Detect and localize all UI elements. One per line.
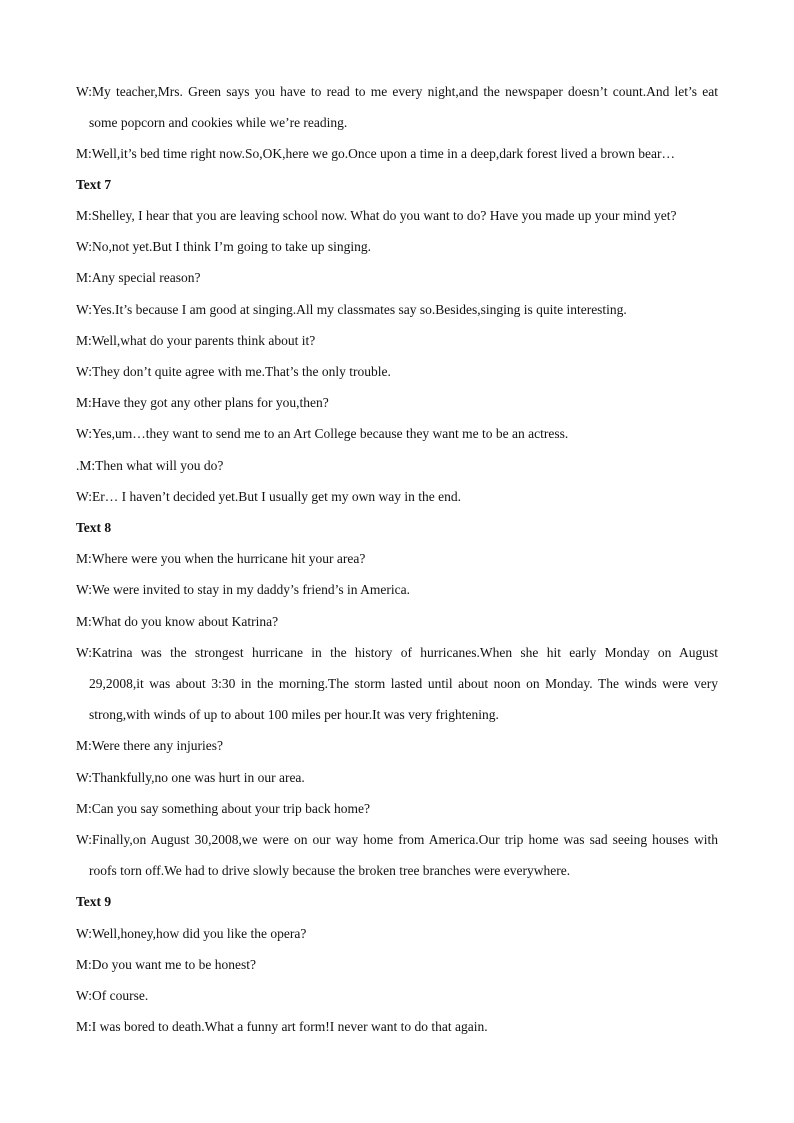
dialogue-line: W:Thankfully,no one was hurt in our area. [76, 770, 305, 785]
dialogue-line: W:Well,honey,how did you like the opera? [76, 926, 307, 941]
dialogue-line: W:We were invited to stay in my daddy’s friend’s in America. [76, 582, 410, 597]
dialogue-line: M:What do you know about Katrina? [76, 614, 279, 629]
dialogue-line: M:Where were you when the hurricane hit your area? [76, 551, 366, 566]
dialogue-line: M:Have they got any other plans for you,then? [76, 395, 329, 410]
dialogue-line-continuation: strong,with winds of up to about 100 miles per hour.It was very frightening. [89, 707, 499, 722]
dialogue-line: M:Do you want me to be honest? [76, 957, 256, 972]
dialogue-line: M:Any special reason? [76, 270, 201, 285]
section-heading-text-8: Text 8 [76, 520, 112, 535]
dialogue-line-continuation: roofs torn off.We had to drive slowly because the broken tree branches were everywhere. [89, 863, 571, 878]
dialogue-line-continuation: 29,2008,it was about 3:30 in the morning.The storm lasted until about noon on Monday. The winds were very [89, 676, 718, 691]
dialogue-line: M:Can you say something about your trip back home? [76, 801, 370, 816]
dialogue-line: W:Finally,on August 30,2008,we were on our way home from America.Our trip home was sad seeing houses with [76, 832, 718, 847]
dialogue-line: W:Er… I haven’t decided yet.But I usually get my own way in the end. [76, 489, 462, 504]
section-heading-text-7: Text 7 [76, 177, 112, 192]
dialogue-line: W:No,not yet.But I think I’m going to take up singing. [76, 239, 371, 254]
dialogue-line: W:Of course. [76, 988, 149, 1003]
dialogue-line: M:I was bored to death.What a funny art form!I never want to do that again. [76, 1019, 488, 1034]
dialogue-line-w-teacher: W:My teacher,Mrs. Green says you have to read to me every night,and the newspaper doesn’t count.And let’s eat [76, 84, 718, 99]
dialogue-line: W:Yes.It’s because I am good at singing.All my classmates say so.Besides,singing is quite interesting. [76, 302, 627, 317]
dialogue-line: M:Well,what do your parents think about it? [76, 333, 316, 348]
dialogue-line: W:Yes,um…they want to send me to an Art College because they want me to be an actress. [76, 426, 569, 441]
dialogue-line: .M:Then what will you do? [76, 458, 224, 473]
dialogue-line: M:Were there any injuries? [76, 738, 223, 753]
dialogue-line: W:Katrina was the strongest hurricane in the history of hurricanes.When she hit early Monday on August [76, 645, 718, 660]
section-heading-text-9: Text 9 [76, 894, 112, 909]
dialogue-line: M:Shelley, I hear that you are leaving school now. What do you want to do? Have you made up your mind yet? [76, 208, 677, 223]
dialogue-line-continuation: some popcorn and cookies while we’re reading. [89, 115, 348, 130]
dialogue-line: W:They don’t quite agree with me.That’s the only trouble. [76, 364, 391, 379]
dialogue-line-m-bedtime: M:Well,it’s bed time right now.So,OK,here we go.Once upon a time in a deep,dark forest lived a brown bear… [76, 146, 676, 161]
